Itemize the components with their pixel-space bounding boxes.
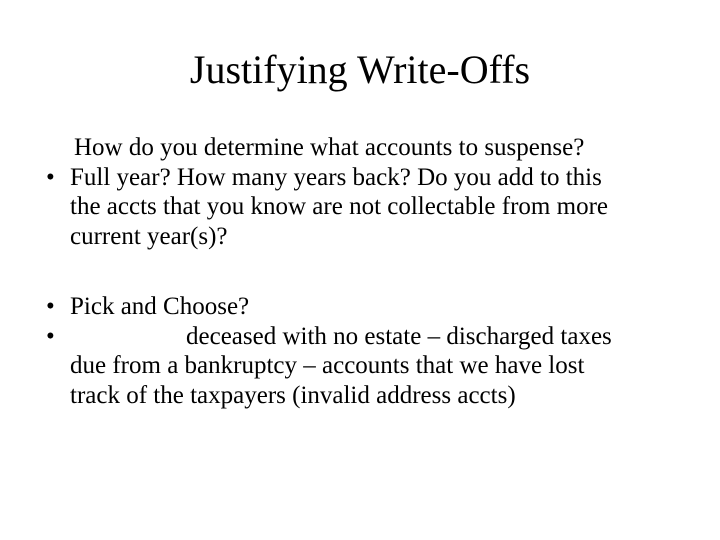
bullet-line: [70, 322, 696, 352]
bullet-item-pick-and-choose: [46, 292, 696, 322]
bullet-line-text: deceased with no estate – discharged taxes: [186, 322, 612, 350]
bullet-line: due from a bankruptcy – accounts that we have lost: [70, 352, 585, 379]
bullet-line: Pick and Choose?: [70, 293, 250, 320]
bullet-icon: •: [46, 163, 55, 191]
bullet-line: the accts that you know are not collectable from more: [70, 193, 608, 220]
bullet-line: current year(s)?: [70, 222, 228, 250]
bullet-line: track of the taxpayers (invalid address accts): [70, 381, 516, 409]
bullet-item-deceased: [46, 322, 696, 411]
slide-body: [46, 133, 696, 410]
bullet-line: Full year? How many years back? Do you add to this: [70, 163, 602, 191]
bullet-icon: •: [46, 322, 55, 350]
intro-question: How do you determine what accounts to suspense?: [74, 134, 585, 161]
spacer: [46, 251, 696, 292]
bullet-icon: •: [46, 293, 55, 320]
bullet-item-full-year: [46, 163, 696, 252]
slide-title: Justifying Write-Offs: [189, 47, 531, 92]
